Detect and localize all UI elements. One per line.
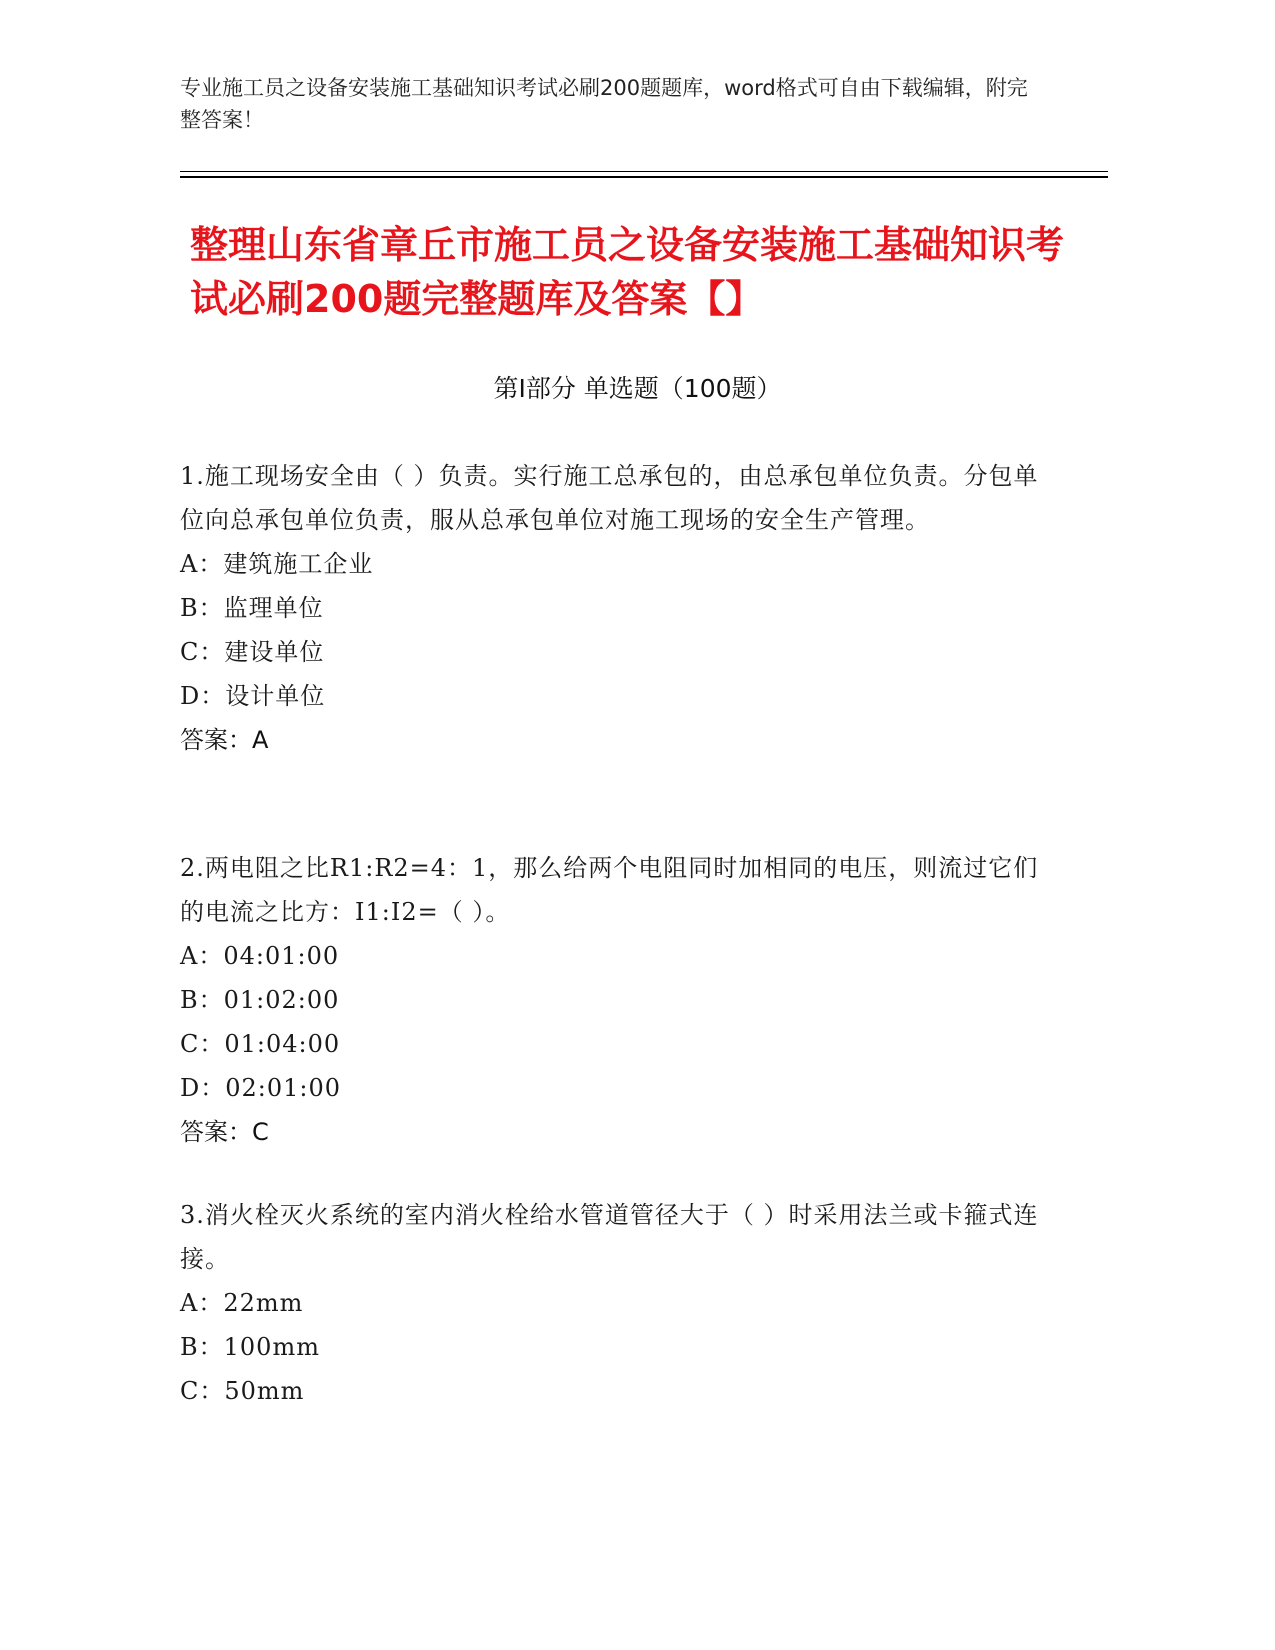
header-note: 专业施工员之设备安装施工基础知识考试必刷200题题库，word格式可自由下载编辑，附完整答案！ xyxy=(180,76,1028,132)
header-divider-thin xyxy=(180,171,1108,172)
question-stem: 1.施工现场安全由（ ）负责。实行施工总承包的，由总承包单位负责。分包单位向总承包单位负责，服从总承包单位对施工现场的安全生产管理。 xyxy=(180,462,1039,534)
answer-line: 答案：C xyxy=(180,1118,269,1146)
option-a: A：22mm xyxy=(180,1289,304,1317)
option-a: A：建筑施工企业 xyxy=(180,550,374,578)
question-stem: 3.消火栓灭火系统的室内消火栓给水管道管径大于（ ）时采用法兰或卡箍式连接。 xyxy=(180,1201,1039,1273)
section-heading: 第Ⅰ部分 单选题（100题） xyxy=(493,374,782,403)
answer-line: 答案：A xyxy=(180,726,269,754)
option-b: B：监理单位 xyxy=(180,594,324,622)
question-2 xyxy=(180,846,1040,1154)
option-d: D：02:01:00 xyxy=(180,1074,342,1102)
header-divider-thick xyxy=(180,176,1108,178)
question-1 xyxy=(180,454,1040,762)
question-stem: 2.两电阻之比R1:R2=4：1，那么给两个电阻同时加相同的电压，则流过它们的电流之比方：I1:I2=（ ）。 xyxy=(180,854,1039,926)
option-d: D：设计单位 xyxy=(180,682,326,710)
option-c: C：50mm xyxy=(180,1377,305,1405)
option-a: A：04:01:00 xyxy=(180,942,340,970)
option-b: B：100mm xyxy=(180,1333,320,1361)
question-3 xyxy=(180,1193,1040,1413)
option-c: C：建设单位 xyxy=(180,638,325,666)
document-title: 整理山东省章丘市施工员之设备安装施工基础知识考试必刷200题完整题库及答案【】 xyxy=(190,223,1065,321)
option-c: C：01:04:00 xyxy=(180,1030,341,1058)
option-b: B：01:02:00 xyxy=(180,986,340,1014)
